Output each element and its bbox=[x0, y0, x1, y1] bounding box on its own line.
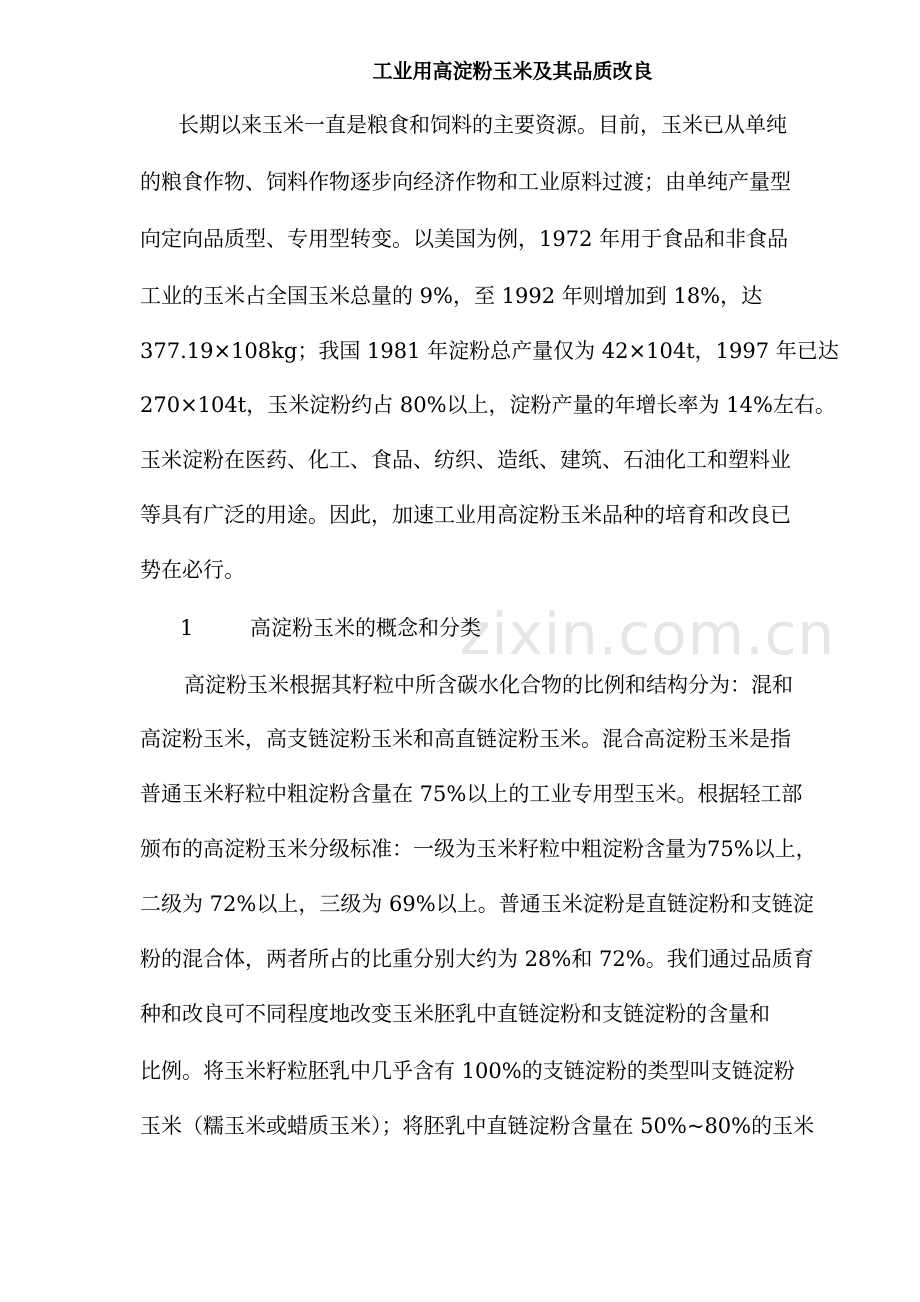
paragraph-line: 粉的混合体，两者所占的比重分别大约为 28%和 72%。我们通过品质育 bbox=[140, 947, 814, 971]
paragraph-line: 高淀粉玉米，高支链淀粉玉米和高直链淀粉玉米。混合高淀粉玉米是指 bbox=[140, 727, 791, 751]
section-number: 1 bbox=[180, 616, 194, 640]
document-title: 工业用高淀粉玉米及其品质改良 bbox=[372, 59, 653, 83]
paragraph-line: 270×104t，玉米淀粉约占 80%以上，淀粉产量的年增长率为 14%左右。 bbox=[140, 393, 836, 417]
paragraph-line: 普通玉米籽粒中粗淀粉含量在 75%以上的工业专用型玉米。根据轻工部 bbox=[140, 782, 803, 806]
paragraph-line: 工业的玉米占全国玉米总量的 9%，至 1992 年则增加到 18%，达 bbox=[140, 284, 763, 308]
paragraph-line: 二级为 72%以上，三级为 69%以上。普通玉米淀粉是直链淀粉和支链淀 bbox=[140, 892, 814, 916]
paragraph-line: 颁布的高淀粉玉米分级标准：一级为玉米籽粒中粗淀粉含量为75%以上， bbox=[140, 837, 817, 861]
paragraph-line: 种和改良可不同程度地改变玉米胚乳中直链淀粉和支链淀粉的含量和 bbox=[140, 1002, 770, 1026]
watermark: zixin.com.cn bbox=[460, 600, 836, 668]
paragraph-line: 玉米淀粉在医药、化工、食品、纺织、造纸、建筑、石油化工和塑料业 bbox=[140, 448, 791, 472]
paragraph-line: 高淀粉玉米根据其籽粒中所含碳水化合物的比例和结构分为：混和 bbox=[184, 673, 793, 697]
paragraph-line: 377.19×108kg；我国 1981 年淀粉总产量仅为 42×104t，1997 年已达 bbox=[140, 339, 839, 363]
paragraph-line: 向定向品质型、专用型转变。以美国为例，1972 年用于食品和非食品 bbox=[140, 227, 789, 251]
section-heading: 高淀粉玉米的概念和分类 bbox=[250, 616, 481, 640]
paragraph-line: 等具有广泛的用途。因此，加速工业用高淀粉玉米品种的培育和改良已 bbox=[140, 503, 791, 527]
paragraph-line: 长期以来玉米一直是粮食和饲料的主要资源。目前，玉米已从单纯 bbox=[178, 113, 787, 137]
paragraph-line: 势在必行。 bbox=[140, 558, 245, 582]
paragraph-line: 玉米（糯玉米或蜡质玉米）；将胚乳中直链淀粉含量在 50%~80%的玉米 bbox=[140, 1114, 815, 1138]
paragraph-line: 比例。将玉米籽粒胚乳中几乎含有 100%的支链淀粉的类型叫支链淀粉 bbox=[140, 1059, 795, 1083]
paragraph-line: 的粮食作物、饲料作物逐步向经济作物和工业原料过渡；由单纯产量型 bbox=[140, 170, 791, 194]
